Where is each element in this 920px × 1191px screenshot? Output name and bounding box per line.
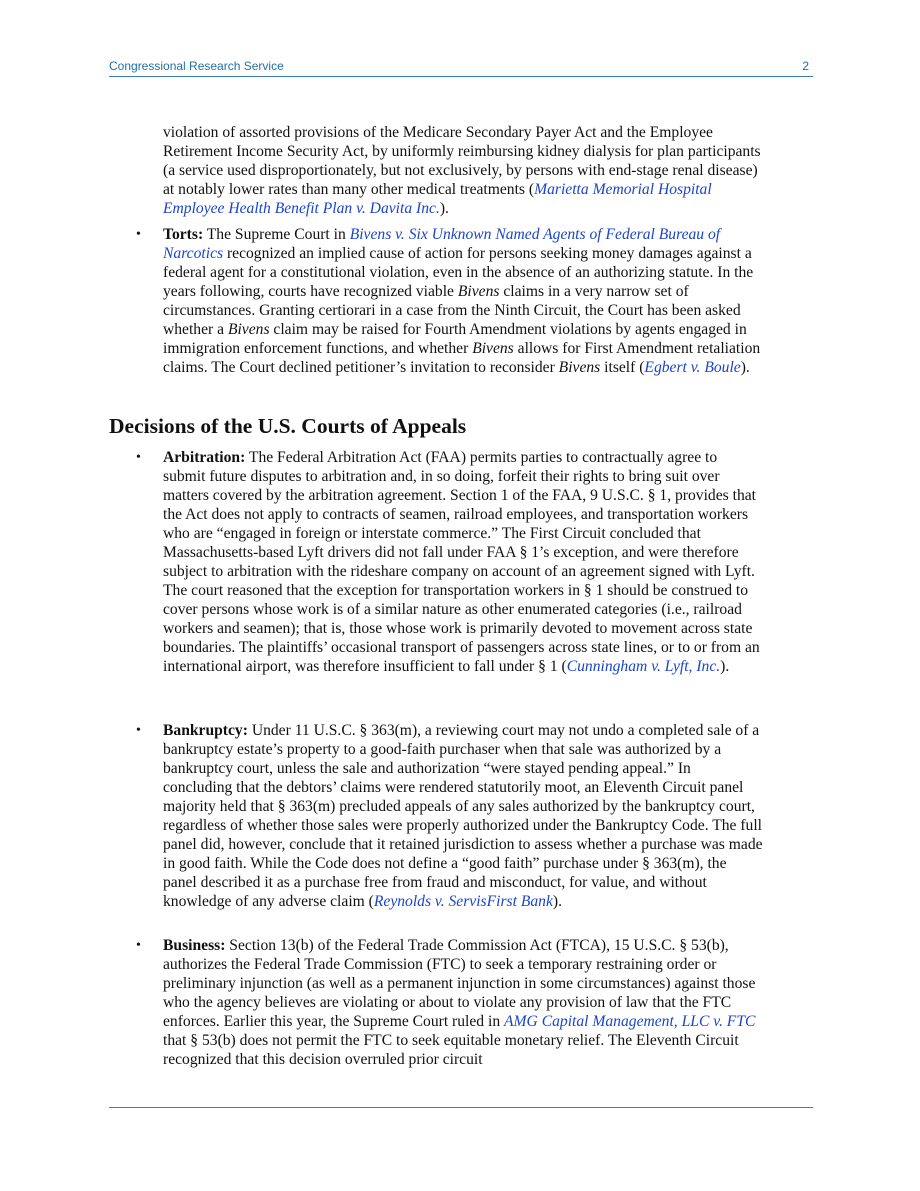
item-text: claims in a very narrow set of circumstances. Granting certiorari in a case from the Ninth Circuit, the Court has been asked whether a <box>163 283 741 338</box>
case-link-amg[interactable]: AMG Capital Management, LLC v. FTC <box>504 1013 756 1030</box>
item-text: itself ( <box>600 359 645 376</box>
item-text: that § 53(b) does not permit the FTC to seek equitable monetary relief. The Eleventh Circuit recognized that this decision overruled prior circuit <box>163 1032 739 1068</box>
header-title: Congressional Research Service <box>109 59 284 73</box>
continued-paragraph <box>163 123 763 218</box>
bullet-icon: • <box>136 938 141 953</box>
item-text: claim may be raised for Fourth Amendment violations by agents engaged in immigration enforcement functions, and whether <box>163 321 747 357</box>
item-text: recognized an implied cause of action for persons seeking money damages against a federal agent for a constitutional violation, even in the absence of an authorizing statute. In the years following, courts have recognized viable <box>163 245 754 300</box>
item-text: Section 13(b) of the Federal Trade Commission Act (FTCA), 15 U.S.C. § 53(b), authorizes the Federal Trade Commission (FTC) to seek a temporary restraining order or preliminary injunction (as well as a permanent injunction in some circumstances) against those who the agency believes are violating or about to violate any provision of law that the FTC enforces. Earlier this year, the Supreme Court ruled in <box>163 937 756 1030</box>
item-text: ). <box>720 658 730 675</box>
case-link-egbert[interactable]: Egbert v. Boule <box>644 359 741 376</box>
item-text: allows for First Amendment retaliation claims. The Court declined petitioner’s invitation to reconsider <box>163 340 761 376</box>
item-label: Bankruptcy: <box>163 722 248 739</box>
list-item-arbitration <box>136 448 763 676</box>
item-label: Torts: <box>163 226 204 243</box>
italic-term: Bivens <box>558 359 601 376</box>
list-item-business <box>136 936 763 1069</box>
item-text: ). <box>740 359 750 376</box>
section-heading: Decisions of the U.S. Courts of Appeals <box>109 414 467 438</box>
item-label: Arbitration: <box>163 449 246 466</box>
italic-term: Bivens <box>472 340 514 357</box>
header-rule <box>109 76 813 77</box>
case-link-cunningham[interactable]: Cunningham v. Lyft, Inc. <box>566 658 721 675</box>
case-link-marietta[interactable]: Marietta Memorial Hospital Employee Health Benefit Plan v. Davita Inc. <box>163 181 712 217</box>
item-text: Under 11 U.S.C. § 363(m), a reviewing court may not undo a completed sale of a bankruptcy estate’s property to a good-faith purchaser when that sale was authorized by a bankruptcy court, unless the sale and authorization “were stayed pending appeal.” In concluding that the debtors’ claims were rendered statutorily moot, an Eleventh Circuit panel majority held that § 363(m) precluded appeals of any sales authorized by the bankruptcy court, regardless of whether those sales were properly authorized under the Bankruptcy Code. The full panel did, however, conclude that it retained jurisdiction to assess whether a purchase was made in good faith. While the Code does not define a “good faith” purchase under § 363(m), the panel described it as a purchase free from fraud and misconduct, for value, and without knowledge of any adverse claim ( <box>163 722 763 910</box>
paragraph-end: ). <box>439 200 449 217</box>
item-text: ). <box>552 893 562 910</box>
bullet-icon: • <box>136 450 141 465</box>
item-text: The Federal Arbitration Act (FAA) permits parties to contractually agree to submit future disputes to arbitration and, in so doing, forfeit their rights to bring suit over matters covered by the arbitration agreement. Section 1 of the FAA, 9 U.S.C. § 1, provides that the Act does not apply to contracts of seamen, railroad employees, and transportation workers who are “engaged in foreign or interstate commerce.” The First Circuit concluded that Massachusetts-based Lyft drivers did not fall under FAA § 1’s exception, and were therefore subject to arbitration with the rideshare company on account of an agreement signed with Lyft. The court reasoned that the exception for transportation workers in § 1 should be construed to cover persons whose work is of a similar nature as other enumerated categories (i.e., railroad workers and seamen); that is, those whose work is primarily devoted to movement across state boundaries. The plaintiffs’ occasional transport of passengers across state lines, or to or from an international airport, was therefore insufficient to fall under § 1 ( <box>163 449 760 675</box>
paragraph-text: violation of assorted provisions of the Medicare Secondary Payer Act and the Employee Retirement Income Security Act, by uniformly reimbursing kidney dialysis for plan participants (a service used disproportionately, but not exclusively, by persons with end-stage renal disease) at notably lower rates than many other medical treatments ( <box>163 124 761 198</box>
bullet-icon: • <box>136 227 141 242</box>
item-label: Business: <box>163 937 226 954</box>
list-item-bankruptcy <box>136 721 763 911</box>
case-link-reynolds[interactable]: Reynolds v. ServisFirst Bank <box>373 893 553 910</box>
item-text: The Supreme Court in <box>203 226 350 243</box>
case-link-bivens[interactable]: Bivens v. Six Unknown Named Agents of Federal Bureau of Narcotics <box>163 226 721 262</box>
italic-term: Bivens <box>457 283 500 300</box>
italic-term: Bivens <box>227 321 270 338</box>
list-item-torts <box>136 225 763 377</box>
page-number: 2 <box>802 59 809 73</box>
page-header <box>109 57 813 75</box>
footer-rule <box>109 1107 813 1108</box>
bullet-icon: • <box>136 723 141 738</box>
